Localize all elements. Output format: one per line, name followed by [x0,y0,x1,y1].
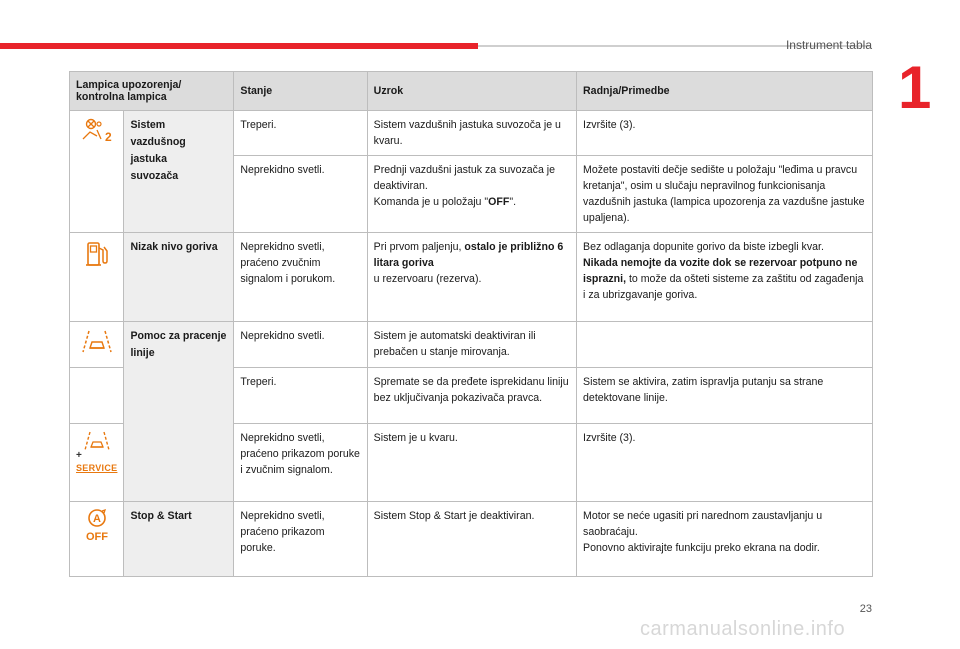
lane-cause-2: Spremate se da pređete isprekidanu liniju bez uključivanja pokazivača pravca. [367,368,576,424]
svg-text:2: 2 [104,130,112,143]
watermark: carmanualsonline.info [640,618,846,640]
fuel-state: Neprekidno svetli, praćeno zvučnim signalom i porukom. [234,233,367,322]
fuel-cause: Pri prvom paljenju, ostalo je približno 6 litara goriva u rezervoaru (rezerva). [367,233,576,322]
airbag-state-1: Treperi. [234,111,367,156]
lane-state-2: Treperi. [234,368,367,424]
passenger-airbag-off-icon [76,117,117,143]
lane-action-1 [577,322,873,368]
airbag-state-2: Neprekidno svetli. [234,156,367,233]
table-row [70,233,873,322]
lane-cause-3: Sistem je u kvaru. [367,424,576,502]
lane-action-2: Sistem se aktivira, zatim ispravlja putanju sa strane detektovane linije. [577,368,873,424]
fuel-name: Nizak nivo goriva [124,233,234,322]
svg-text:A: A [92,513,101,525]
header-state: Stanje [234,72,367,111]
lane-action-3: Izvršite (3). [577,424,873,502]
lane-state-3: Neprekidno svetli, praćeno prikazom poruke i zvučnim signalom. [234,424,367,502]
airbag-action-1: Izvršite (3). [577,111,873,156]
page-number: 23 [859,603,872,615]
header-accent-bar [0,43,478,49]
stopstart-cause: Sistem Stop & Start je deaktiviran. [367,502,576,577]
table-header-row [70,72,873,111]
chapter-number: 1 [898,54,932,121]
lane-cause-1: Sistem je automatski deaktiviran ili prebačen u stanje mirovanja. [367,322,576,368]
header-cause: Uzrok [367,72,576,111]
airbag-name: Sistem vazdušnog jastuka suvozača [124,111,234,233]
airbag-cause-1: Sistem vazdušnih jastuka suvozoča je u kvaru. [367,111,576,156]
warning-lamps-table [69,71,873,577]
fuel-pump-icon [76,239,117,269]
stop-start-off-icon [76,508,117,542]
airbag-action-2: Možete postaviti dečje sedište u položaju "leđima u pravcu kretanja", osim u slučaju nepravilnog funkcionisanja vazdušnih jastuka (lampica upozorenja za vazdušne jastuke upaljena). [577,156,873,233]
table-row [70,322,873,368]
fuel-action: Bez odlaganja dopunite gorivo da biste izbegli kvar. Nikada nemojte da vozite dok se rezervoar potpuno ne isprazni, to može da ošteti sisteme za zaštitu od zagađenja i za ubrizgavanje goriva. [577,233,873,322]
lane-state-1: Neprekidno svetli. [234,322,367,368]
stopstart-state: Neprekidno svetli, praćeno prikazom poruke. [234,502,367,577]
airbag-cause-2: Prednji vazdušni jastuk za suvozača je deaktiviran. Komanda je u položaju "OFF". [367,156,576,233]
lane-keeping-icon [76,328,117,354]
lane-name: Pomoc za pracenje linije [124,322,234,502]
svg-text:OFF: OFF [85,531,108,542]
stopstart-action: Motor se neće ugasiti pri narednom zaustavljanju u saobraćaju. Ponovno aktivirajte funkciju preko ekrana na dodir. [577,502,873,577]
lane-keeping-service-icon: + SERVICE [76,430,117,476]
stopstart-name: Stop & Start [124,502,234,577]
header-lamp: Lampica upozorenja/ kontrolna lampica [70,72,234,111]
header-action: Radnja/Primedbe [577,72,873,111]
table-row [70,111,873,156]
table-row [70,502,873,577]
section-title: Instrument tabla [785,38,872,52]
